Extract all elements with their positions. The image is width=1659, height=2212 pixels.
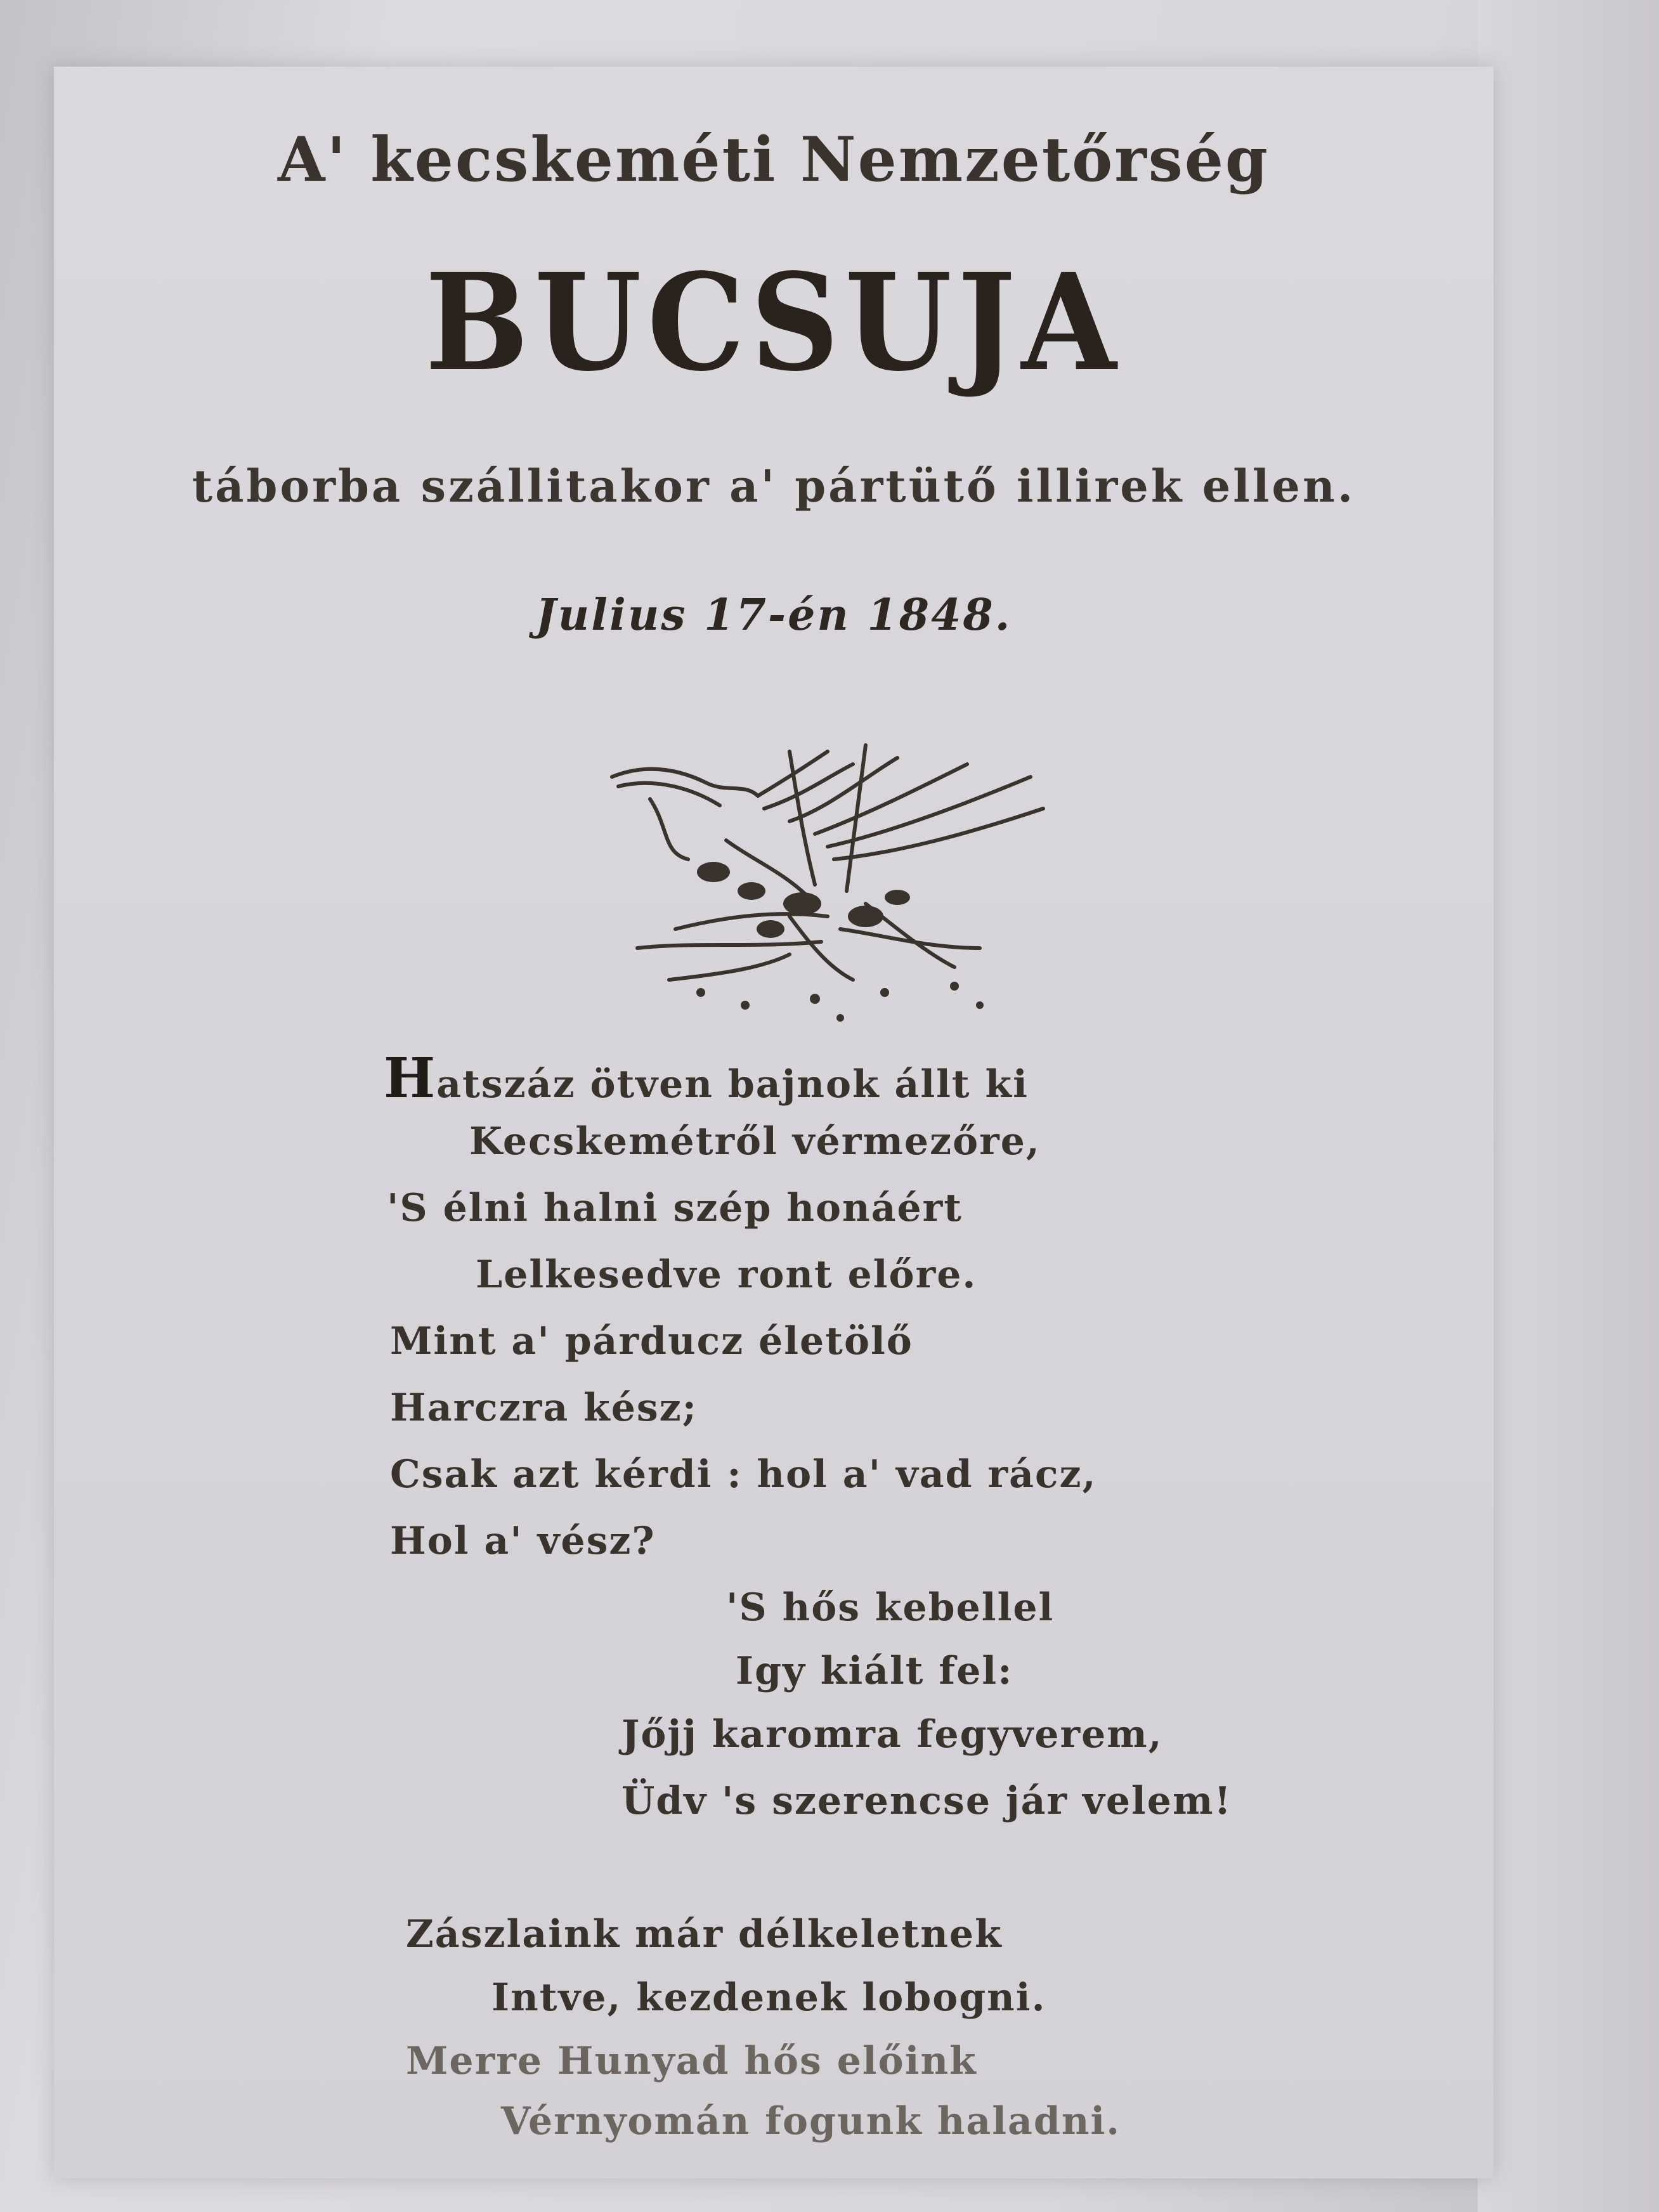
poem <box>54 67 1493 2178</box>
poem-line: Intve, kezdenek lobogni. <box>491 1975 1046 2020</box>
poem-line <box>384 1046 1029 1110</box>
poem-line: Üdv 's szerencse jár velem! <box>621 1779 1232 1823</box>
printed-page <box>54 67 1493 2178</box>
poem-line: Jőjj karomra fegyverem, <box>621 1712 1163 1757</box>
poem-line: Kecskemétről vérmezőre, <box>469 1119 1041 1164</box>
drop-cap: H <box>384 1046 437 1110</box>
poem-line: Hol a' vész? <box>390 1519 656 1563</box>
poem-line: Merre Hunyad hős előink <box>406 2039 977 2083</box>
main-title: BUCSUJA <box>425 244 1122 401</box>
poem-line: Csak azt kérdi : hol a' vad rácz, <box>390 1452 1097 1497</box>
poem-line: Lelkesedve ront előre. <box>476 1252 977 1297</box>
poem-line: Igy kiált fel: <box>736 1649 1013 1693</box>
poem-line: Vérnyomán fogunk haladni. <box>501 2099 1121 2144</box>
subtitle: táborba szállitakor a' pártütő illirek ellen. <box>192 460 1356 512</box>
poem-line: 'S hős kebellel <box>726 1585 1055 1630</box>
poem-line: Mint a' párducz életölő <box>390 1319 913 1363</box>
poem-line: Zászlaink már délkeletnek <box>406 1912 1003 1956</box>
poem-line: 'S élni halni szép honáért <box>387 1186 963 1230</box>
poem-line: Harczra kész; <box>390 1386 698 1430</box>
date-line: Julius 17-én 1848. <box>535 590 1012 641</box>
poem-line-text: atszáz ötven bajnok állt ki <box>436 1062 1029 1107</box>
header-title: A' kecskeméti Nemzetőrség <box>277 124 1270 195</box>
adjacent-page-edge <box>1478 0 1659 2212</box>
